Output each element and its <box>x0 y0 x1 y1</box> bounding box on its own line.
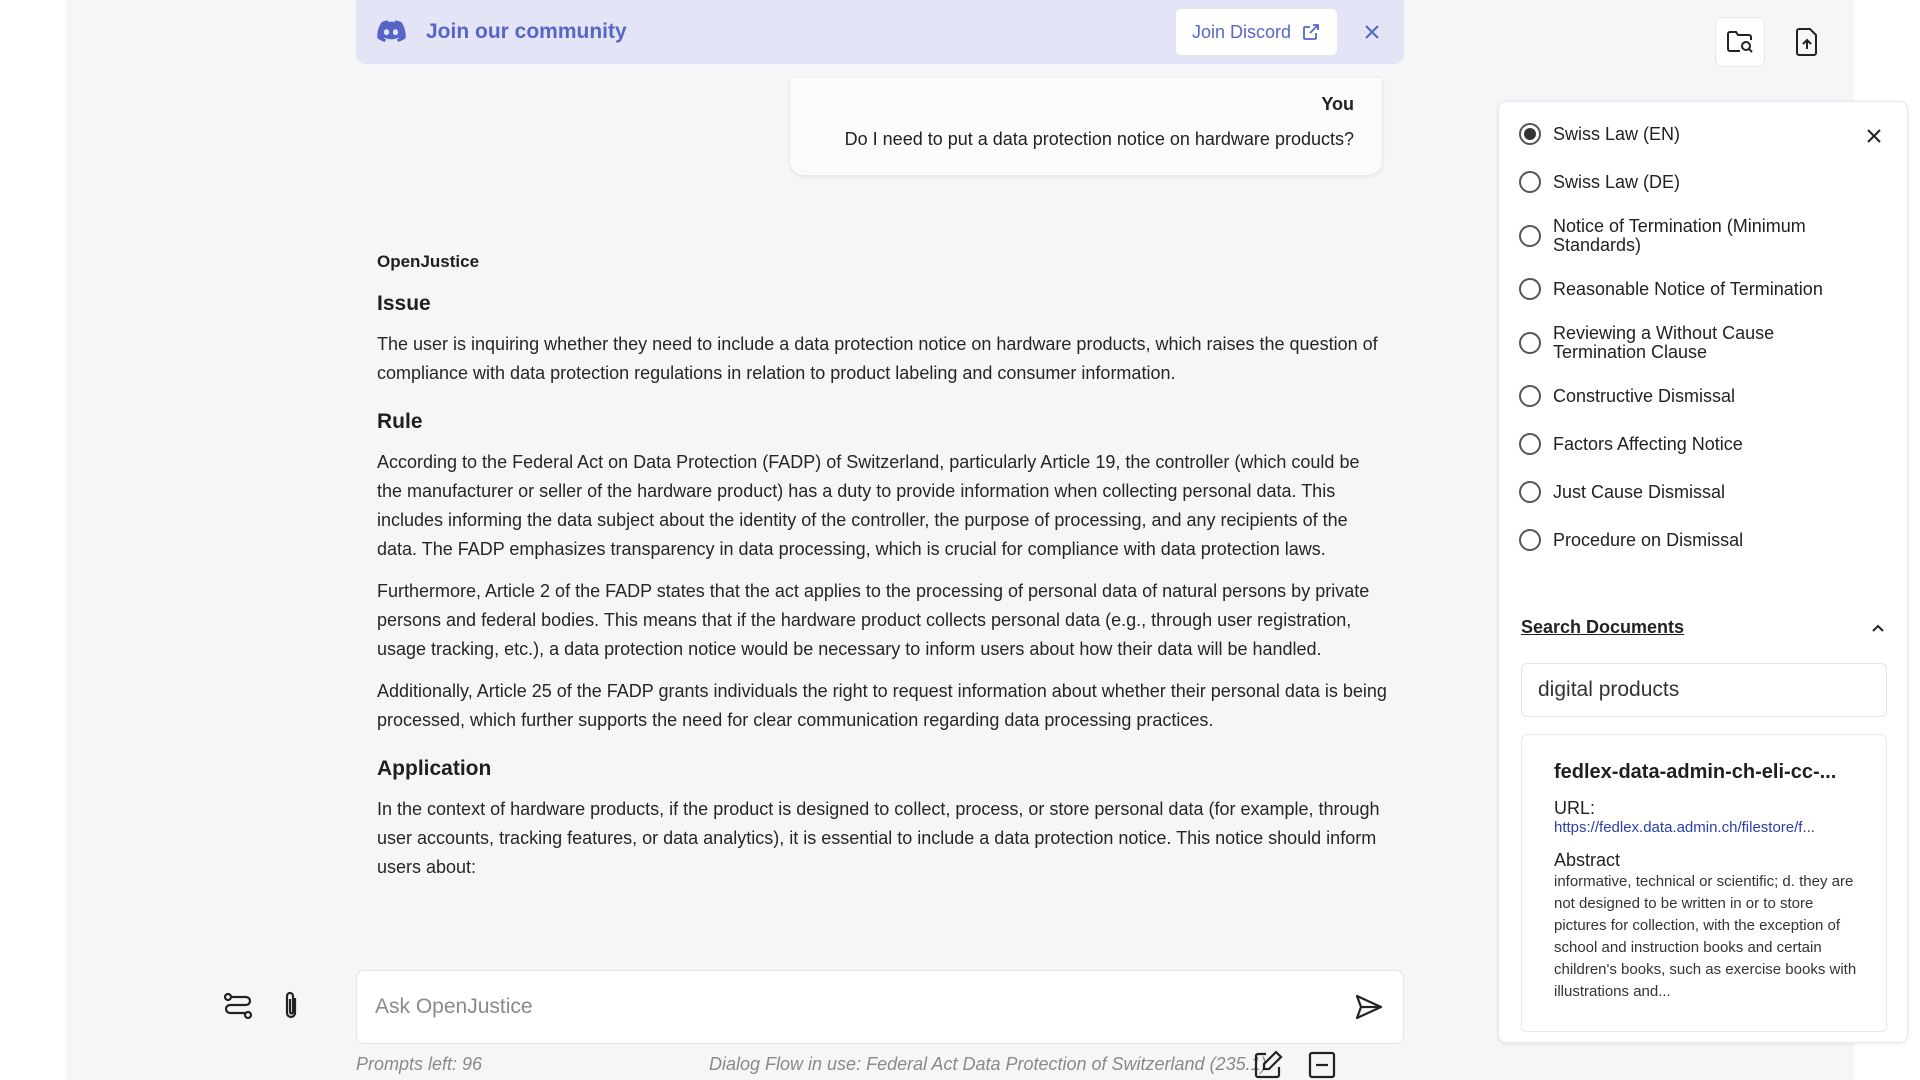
issue-heading: Issue <box>377 292 431 315</box>
user-name: You <box>1321 94 1354 114</box>
community-banner <box>356 0 1404 64</box>
panel-close-icon[interactable] <box>1864 126 1884 146</box>
radio-option[interactable] <box>1519 170 1839 194</box>
search-result-card[interactable] <box>1521 734 1887 1032</box>
radio-option-label: Swiss Law (DE) <box>1553 171 1681 192</box>
chevron-up-icon[interactable] <box>1869 619 1887 637</box>
ask-input[interactable] <box>375 995 1353 1019</box>
search-documents-header[interactable] <box>1521 617 1887 638</box>
user-question: Do I need to put a data protection notice on hardware products? <box>844 129 1354 149</box>
result-abstract: informative, technical or scientific; d. they are not designed to be written in or to store pictures for collection, with the exception of school and instruction books and certain children's books, such as exercise books with illustrations and... <box>1554 873 1857 1000</box>
join-discord-label: Join Discord <box>1191 21 1291 42</box>
input-tools <box>222 990 302 1022</box>
search-documents-title: Search Documents <box>1521 617 1685 637</box>
radio-option[interactable] <box>1519 324 1839 362</box>
radio-checked-icon <box>1519 123 1541 145</box>
radio-option-label: Factors Affecting Notice <box>1553 433 1743 454</box>
send-icon[interactable] <box>1353 991 1385 1023</box>
knowledge-panel <box>1498 101 1908 1043</box>
dialog-flow-status: Dialog Flow in use: Federal Act Data Protection of Switzerland (235.1) <box>709 1054 1267 1074</box>
radio-option-label: Constructive Dismissal <box>1553 385 1736 406</box>
radio-option[interactable] <box>1519 384 1839 408</box>
radio-option[interactable] <box>1519 480 1839 504</box>
search-folder-button[interactable] <box>1715 17 1765 67</box>
radio-unchecked-icon <box>1519 481 1541 503</box>
discord-icon <box>376 20 406 44</box>
result-abstract-label: Abstract <box>1554 850 1621 870</box>
result-url-link[interactable]: https://fedlex.data.admin.ch/filestore/f... <box>1554 819 1815 836</box>
folder-search-icon <box>1726 29 1754 55</box>
prompts-left: Prompts left: 96 <box>356 1054 483 1074</box>
minimize-icon[interactable] <box>1306 1049 1338 1080</box>
document-search-input[interactable]: digital products <box>1521 663 1887 717</box>
radio-unchecked-icon <box>1519 171 1541 193</box>
radio-unchecked-icon <box>1519 385 1541 407</box>
assistant-name: OpenJustice <box>377 252 480 271</box>
radio-unchecked-icon <box>1519 433 1541 455</box>
radio-unchecked-icon <box>1519 332 1541 354</box>
rule-paragraph-2: Furthermore, Article 2 of the FADP states that the act applies to the processing of personal data of natural persons by private persons and federal bodies. This means that if the hardware product collects personal data (e.g., through user registration, usage tracking, etc.), a data protection notice would be necessary to inform users about how their data will be handled. <box>377 581 1370 659</box>
banner-title: Join our community <box>426 20 627 43</box>
edit-icon[interactable] <box>1252 1049 1284 1080</box>
radio-option-label: Just Cause Dismissal <box>1553 481 1726 502</box>
radio-option-label: Swiss Law (EN) <box>1553 123 1681 144</box>
app-window <box>66 0 1857 1080</box>
rule-paragraph-1: According to the Federal Act on Data Protection (FADP) of Switzerland, particularly Article 19, the controller (which could be the manufacturer or seller of the hardware product) has a duty to provide information when collecting personal data. This includes informing the data subject about the identity of the controller, the purpose of processing, and any recipients of the data. The FADP emphasizes transparency in data processing, which is crucial for compliance with data protection laws. <box>377 452 1360 559</box>
paperclip-icon[interactable] <box>280 990 302 1022</box>
radio-unchecked-icon <box>1519 278 1541 300</box>
banner-close-icon[interactable] <box>1360 20 1384 44</box>
application-paragraph: In the context of hardware products, if the product is designed to collect, process, or store personal data (for example, through user accounts, tracking features, or data analytics), it is essential to include a data protection notice. This notice should inform users about: <box>377 799 1380 877</box>
user-message <box>790 78 1382 175</box>
join-discord-button[interactable] <box>1175 8 1338 56</box>
radio-option-label: Procedure on Dismissal <box>1553 529 1744 550</box>
rule-heading: Rule <box>377 410 423 433</box>
radio-option[interactable] <box>1519 217 1839 255</box>
radio-option[interactable] <box>1519 277 1839 301</box>
chat-input-box <box>356 970 1404 1044</box>
dialog-flow-icon[interactable] <box>222 990 254 1022</box>
application-heading: Application <box>377 757 492 780</box>
issue-paragraph: The user is inquiring whether they need to include a data protection notice on hardware products, which raises the question of compliance with data protection regulations in relation to product labeling and consumer information. <box>377 334 1378 383</box>
radio-option[interactable] <box>1519 432 1839 456</box>
external-link-icon <box>1291 22 1321 42</box>
radio-option-label: Reviewing a Without Cause Termination Clause <box>1553 323 1775 362</box>
file-upload-icon <box>1796 28 1818 56</box>
radio-unchecked-icon <box>1519 225 1541 247</box>
radio-option[interactable] <box>1519 122 1839 146</box>
rule-paragraph-3: Additionally, Article 25 of the FADP grants individuals the right to request information about whether their personal data is being processed, which further supports the need for clear communication regarding data processing practices. <box>377 681 1387 730</box>
export-button[interactable] <box>1782 17 1832 67</box>
radio-unchecked-icon <box>1519 529 1541 551</box>
radio-option-label: Reasonable Notice of Termination <box>1553 278 1823 299</box>
result-title: fedlex-data-admin-ch-eli-cc-... <box>1554 761 1837 783</box>
result-url-label: URL: <box>1554 798 1596 818</box>
radio-option[interactable] <box>1519 528 1839 552</box>
assistant-message <box>377 252 1387 895</box>
radio-option-label: Notice of Termination (Minimum Standards) <box>1553 216 1806 255</box>
